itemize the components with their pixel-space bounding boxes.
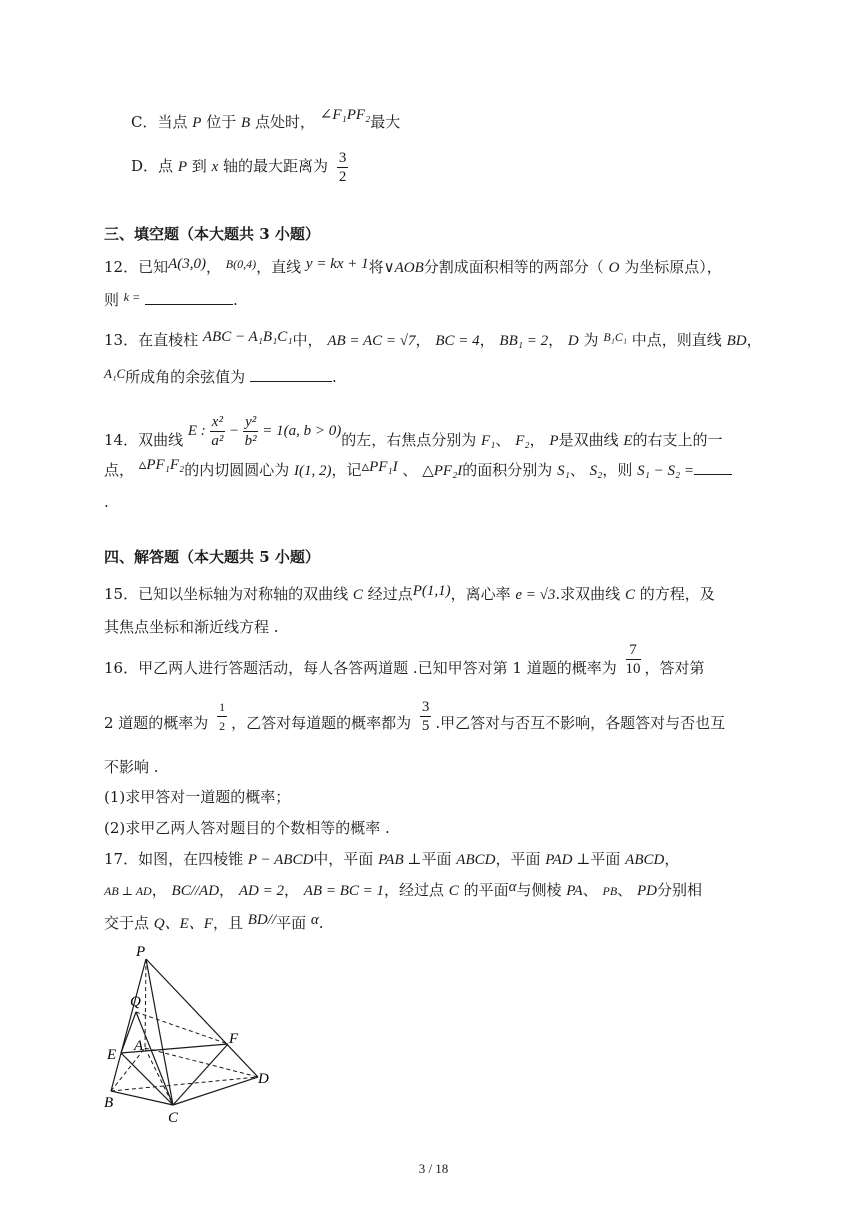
eccentricity: e = √3 <box>515 587 556 603</box>
denominator: 2 <box>219 718 226 733</box>
numerator: 3 <box>421 698 430 715</box>
edge-pd: PD <box>636 883 657 899</box>
numerator: 7 <box>626 641 641 660</box>
edge-ab-ac: AB = AC = √7 <box>327 333 416 349</box>
text: . <box>318 914 324 932</box>
text: 的左，右焦点分别为 <box>341 431 477 449</box>
hyperbola-condition: = 1(a, b > 0) <box>262 423 342 439</box>
plane-alpha: α <box>508 879 517 895</box>
line-bd-parallel: BD// <box>247 912 277 928</box>
text: 、 <box>582 881 598 899</box>
numerator: 1 <box>217 698 227 717</box>
q17-line3 <box>104 913 324 934</box>
denominator: a² <box>211 432 224 449</box>
text: 经过点 <box>367 585 413 603</box>
edge-pc-line <box>146 959 173 1105</box>
edge-pd-line <box>146 959 258 1077</box>
text: 轴的最大距离为 <box>223 157 329 175</box>
hyperbola-e: E : <box>187 423 206 439</box>
text: ， <box>664 850 680 868</box>
text: 中，平面 <box>313 850 374 868</box>
plane-pad: PAD ⊥ <box>545 852 591 868</box>
edge-bc: BC = 4 <box>435 333 480 349</box>
text: 的内切圆圆心为 <box>184 461 290 479</box>
triangle-aob: ∨AOB <box>383 260 424 276</box>
text: ，直线 <box>256 258 302 276</box>
text: 为坐标原点）， <box>624 258 722 276</box>
edge-pb: PB <box>602 884 618 898</box>
triangle-pf1f2: ▵PF₁F₂ <box>138 457 185 473</box>
text: 15．已知以坐标轴为对称轴的双曲线 <box>104 585 349 603</box>
label-b: B <box>104 1095 114 1111</box>
option-d <box>131 146 352 187</box>
text: 中点，则直线 <box>631 331 722 349</box>
text: 位于 <box>206 113 237 131</box>
text: ， <box>529 431 545 449</box>
q13-line2 <box>104 367 337 388</box>
section-3-title: 三、填空题（本大题共 3 小题） <box>104 225 320 243</box>
text: 的方程，及 <box>639 585 715 603</box>
text: 所成角的余弦值为 <box>125 368 246 386</box>
fraction-x2-a2 <box>210 413 225 450</box>
text: 点处时， <box>254 113 315 131</box>
denominator: 5 <box>421 717 430 734</box>
text: 的面积分别为 <box>462 461 553 479</box>
fraction-1-2 <box>217 698 227 735</box>
answer-blank[interactable] <box>694 460 732 475</box>
section-4-title: 四、解答题（本大题共 5 小题） <box>104 548 320 566</box>
numerator: 3 <box>338 149 347 166</box>
text: ， <box>283 881 299 899</box>
text: ， <box>415 331 431 349</box>
focus-f1: F₁ <box>481 433 496 449</box>
edge-bb1: BB₁ = 2 <box>499 333 549 349</box>
triangle-pf1i: ▵PF₁I <box>361 459 398 475</box>
text: 、 <box>617 881 633 899</box>
area-s1: S₁ <box>557 463 570 479</box>
text: .甲乙答对与否互不影响，各题答对与否也互 <box>435 714 726 732</box>
incenter-i: I(1, 2) <box>294 463 332 479</box>
line-equation: y = kx + 1 <box>305 256 369 272</box>
option-d-prefix: D．点 <box>131 157 174 175</box>
text: 14．双曲线 <box>104 431 184 449</box>
text: ，平面 <box>495 850 541 868</box>
var-c: C <box>352 587 363 603</box>
q13-line1 <box>104 330 762 351</box>
text: ，则 <box>602 461 633 479</box>
text: 平面 <box>276 914 307 932</box>
text: ， <box>548 331 564 349</box>
var-p: P <box>549 433 559 449</box>
var-b: B <box>241 115 251 131</box>
q16-part2: (2)求甲乙两人答对题目的个数相等的概率 . <box>104 819 390 837</box>
q17-line2 <box>104 880 702 901</box>
text: 17．如图，在四棱锥 <box>104 850 244 868</box>
numerator: y² <box>245 413 257 430</box>
label-d: D <box>258 1071 269 1087</box>
line-bd: BD <box>726 333 747 349</box>
segment-qf-hidden <box>136 1012 228 1044</box>
diagonal-ac-hidden <box>145 1048 173 1105</box>
var-d: D <box>567 333 579 349</box>
cond-ab-perp-ad: AB ⊥ AD <box>104 884 152 898</box>
text: 将 <box>368 258 384 276</box>
point-a: A(3,0) <box>168 256 206 272</box>
text: 、 <box>569 461 585 479</box>
var-p: P <box>177 159 187 175</box>
var-e: E <box>623 433 633 449</box>
area-difference: S₁ − S₂ = <box>637 463 695 479</box>
text: 与侧棱 <box>516 881 562 899</box>
text: 中， <box>292 331 323 349</box>
text: 则 <box>104 291 120 309</box>
text: 交于点 <box>104 914 150 932</box>
text: 到 <box>191 157 207 175</box>
text: ， <box>206 258 222 276</box>
plane-abcd: ABCD <box>625 852 665 868</box>
text: 13．在直棱柱 <box>104 331 199 349</box>
answer-blank[interactable] <box>250 367 332 382</box>
label-e: E <box>107 1047 117 1063</box>
edge-pa: PA <box>566 883 583 899</box>
pyramid-name: P − ABCD <box>247 852 314 868</box>
var-x: x <box>211 159 219 175</box>
edge-b1c1: B₁C₁ <box>603 330 627 344</box>
denominator: 10 <box>625 660 641 677</box>
numerator: x² <box>211 413 223 430</box>
text: 、 <box>495 431 511 449</box>
text: − <box>228 423 240 439</box>
q16-line2 <box>104 698 726 743</box>
q14-line2 <box>104 457 732 481</box>
points-qef: Q、E、F <box>153 916 213 932</box>
var-k: k = <box>123 290 141 304</box>
segment-qc <box>136 1012 173 1105</box>
text: ， <box>746 331 762 349</box>
text: 2 道题的概率为 <box>104 714 209 732</box>
cond-ab-bc: AB = BC = 1 <box>303 883 384 899</box>
text: 16．甲乙两人进行答题活动，每人各答两道题 .已知甲答对第 1 道题的概率为 <box>104 659 617 677</box>
triangle-pf2i: △PF₂I <box>422 463 463 479</box>
q15-line1 <box>104 584 715 605</box>
prism-name: ABC − A₁B₁C₁ <box>202 329 293 345</box>
text: 的右支上的一 <box>632 431 723 449</box>
text: ，记 <box>331 461 362 479</box>
text: 平面 <box>590 850 621 868</box>
option-c <box>131 107 401 133</box>
plane-pab: PAB ⊥ <box>378 852 422 868</box>
text: 分割成面积相等的两部分（ <box>423 258 604 276</box>
text: ，乙答对每道题的概率都为 <box>231 714 412 732</box>
plane-abcd: ABCD <box>456 852 496 868</box>
q12-line2 <box>104 290 238 311</box>
text: 平面 <box>421 850 452 868</box>
fraction-7-10 <box>626 641 641 678</box>
page-number: 3 / 18 <box>418 1161 449 1176</box>
text: ，离心率 <box>450 585 511 603</box>
denominator: 2 <box>338 168 347 185</box>
text: 为 <box>583 331 599 349</box>
fraction-y2-b2 <box>243 413 258 450</box>
cond-bc-parallel-ad: BC//AD <box>171 883 220 899</box>
point-p: P(1,1) <box>412 583 451 599</box>
pyramid-figure <box>100 940 280 1130</box>
option-c-prefix: C．当点 <box>131 113 188 131</box>
text: ， <box>479 331 495 349</box>
q16-line1 <box>104 641 705 688</box>
label-a: A <box>134 1038 144 1054</box>
label-p: P <box>136 944 146 960</box>
q16-part1: (1)求甲答对一道题的概率； <box>104 788 291 806</box>
denominator: b² <box>244 432 257 449</box>
label-f: F <box>229 1031 239 1047</box>
label-c: C <box>168 1110 179 1126</box>
q12-line1 <box>104 257 722 278</box>
text: .求双曲线 <box>555 585 621 603</box>
point-b: B(0,4) <box>225 257 257 271</box>
text: ，答对第 <box>644 659 705 677</box>
label-q: Q <box>130 994 141 1010</box>
var-o: O <box>608 260 620 276</box>
text: 是双曲线 <box>558 431 619 449</box>
q14-line1 <box>104 413 723 463</box>
q14-line3: . <box>104 493 109 511</box>
var-c: C <box>448 883 459 899</box>
text: ，且 <box>212 914 243 932</box>
text: ，经过点 <box>384 881 445 899</box>
text: . <box>233 291 238 309</box>
q17-line1 <box>104 849 679 870</box>
text: ， <box>219 881 235 899</box>
text: ， <box>151 881 167 899</box>
q15-line2: 其焦点坐标和渐近线方程 . <box>104 618 279 636</box>
var-c: C <box>624 587 635 603</box>
fraction-3-5 <box>420 698 432 735</box>
text: 最大 <box>370 113 401 131</box>
focus-f2: F₂ <box>515 433 530 449</box>
text: 、 <box>402 461 418 479</box>
var-p: P <box>192 115 202 131</box>
text: 的平面 <box>463 881 509 899</box>
text: 12．已知 <box>104 258 169 276</box>
angle-f1pf2: ∠F₁PF₂ <box>319 107 371 123</box>
fraction-3-2 <box>337 149 349 186</box>
text: 分别相 <box>656 881 702 899</box>
edge-bc-line <box>111 1091 173 1105</box>
answer-blank[interactable] <box>145 290 233 305</box>
q16-line3: 不影响 . <box>104 758 159 776</box>
plane-alpha: α <box>310 912 319 928</box>
area-s2: S₂ <box>589 463 603 479</box>
text: . <box>331 368 337 386</box>
line-a1c: A₁C <box>104 366 126 381</box>
cond-ad: AD = 2 <box>238 883 284 899</box>
text: 点， <box>104 461 135 479</box>
